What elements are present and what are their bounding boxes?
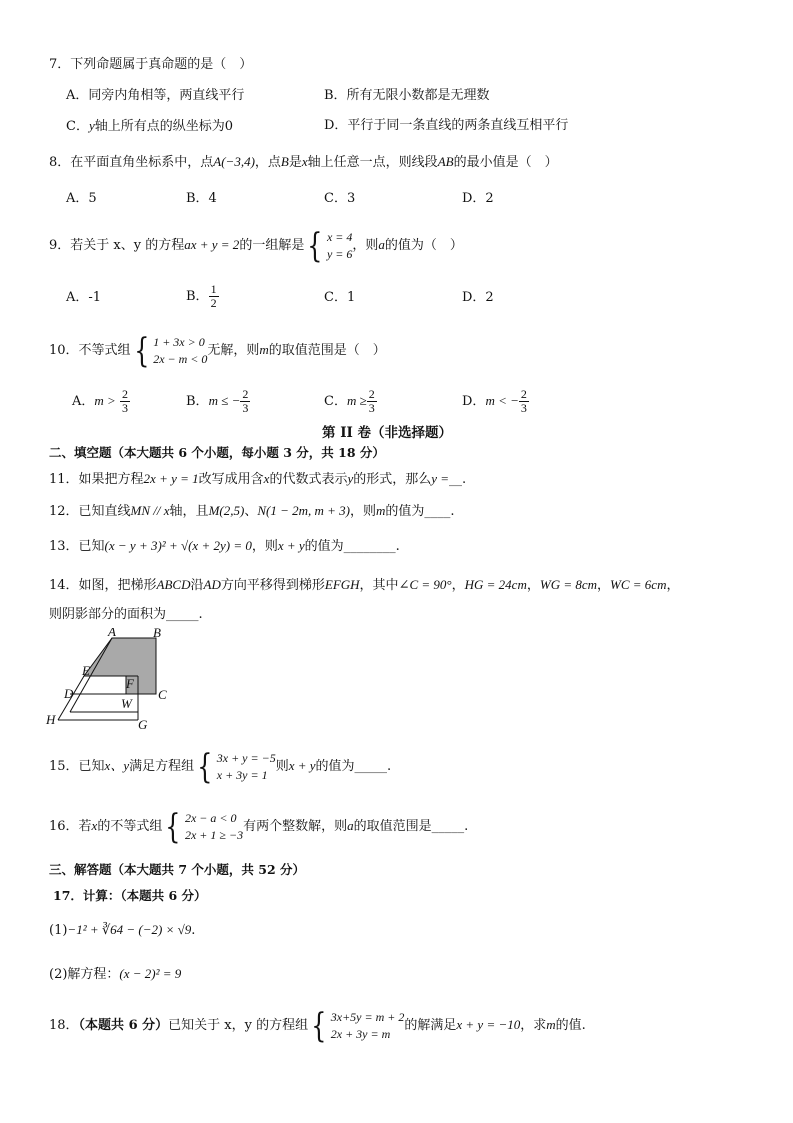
section2-heading: 二、填空题（本大题共 6 个小题，每小题 3 分，共 18 分） [49,445,385,460]
q14-line2: 则阴影部分的面积为_____. [49,607,203,622]
q9-stem: 9．若关于 x、y 的方程ax + y = 2的一组解是 { x = 4 y = 6 ，则a的值为（ ） [49,225,463,266]
q17-title: 17．计算：（本题共 6 分） [53,888,207,903]
q8-option-b: B．4 [186,191,217,206]
q15-text: 15．已知x、y满足方程组 { 3x + y = −5 x + 3y = 1 则x + y的值为_____. [49,746,392,787]
q7-option-c: C．y轴上所有点的纵坐标为0 [66,118,234,134]
label-a: A [108,628,116,639]
q9-option-d: D．2 [462,290,494,305]
label-f: F [126,676,134,691]
q13-text: 13．已知(x − y + 3)² + √(x + 2y) = 0，则x + y的值为________. [49,538,400,554]
q14-line1: 14．如图，把梯形ABCD沿AD方向平移得到梯形EFGH，其中∠C = 90°，HG = 24cm，WG = 8cm，WC = 6cm， [49,577,680,593]
q10-option-c: C．m ≥ $\frac{2}{3}$ [324,387,375,415]
q7-option-a: A．同旁内角相等，两直线平行 [66,88,245,103]
q9-system: { x = 4 y = 6 [307,225,353,266]
q12-text: 12．已知直线MN // x轴，且M(2,5)、N(1 − 2m, m + 3)，则m的值为____. [49,503,455,519]
q9-b-fraction: $\frac{1}{2}$ [210,282,217,310]
q8-option-c: C．3 [324,191,356,206]
q17-part1: (1)−1² + ∛64 − (−2) × √9. [49,922,196,938]
q10-stem: 10．不等式组 { 1 + 3x > 0 2x − m < 0 无解，则m的取值范围是（ ） [49,330,386,371]
q8-option-a: A．5 [66,191,97,206]
q9-option-b: B． $\frac{1}{2}$ [186,282,217,310]
q9-option-c: C．1 [324,290,356,305]
label-d: D [64,686,74,701]
section3-heading: 三、解答题（本大题共 7 个小题，共 52 分） [49,862,306,877]
q15-system: { 3x + y = −5 x + 3y = 1 [197,746,276,787]
q10-option-d: D．m < − $\frac{2}{3}$ [462,387,527,415]
label-w: W [121,696,132,711]
q10-option-b: B．m ≤ − $\frac{2}{3}$ [186,387,249,415]
q7-stem: 7．下列命题属于真命题的是（ ） [49,57,253,72]
q10-option-a: A．m > $\frac{2}{3}$ [72,387,128,415]
q16-system: { 2x − a < 0 2x + 1 ≥ −3 [165,806,244,847]
q7-option-d: D．平行于同一条直线的两条直线互相平行 [324,118,569,133]
label-h: H [46,712,56,727]
label-e: E [82,663,90,678]
label-b: B [153,628,161,640]
label-g: G [138,717,148,732]
q8-stem: 8．在平面直角坐标系中，点A(−3,4)，点B是x轴上任意一点，则线段AB的最小值是（ ） [49,154,558,170]
trapezoid-figure [44,628,174,732]
q7-option-b: B．所有无限小数都是无理数 [324,88,490,103]
q18-text: 18．（本题共 6 分）已知关于 x，y 的方程组 { 3x+5y = m + 2 2x + 3y = m 的解满足x + y = −10，求m的值. [49,1005,586,1046]
shaded-region [84,638,156,694]
label-c: C [158,687,167,702]
q17-part2: (2)解方程：(x − 2)² = 9 [49,966,182,982]
q18-system: { 3x+5y = m + 2 2x + 3y = m [311,1005,405,1046]
q8-option-d: D．2 [462,191,494,206]
q9-option-a: A．-1 [66,290,102,305]
q16-text: 16．若x的不等式组 { 2x − a < 0 2x + 1 ≥ −3 有两个整数解，则a的取值范围是_____. [49,806,469,847]
q10-system: { 1 + 3x > 0 2x − m < 0 [133,330,208,371]
part2-title: 第 II 卷（非选择题） [322,425,453,441]
q11-text: 11．如果把方程2x + y = 1改写成用含x的代数式表示y的形式，那么y =__. [49,471,467,487]
